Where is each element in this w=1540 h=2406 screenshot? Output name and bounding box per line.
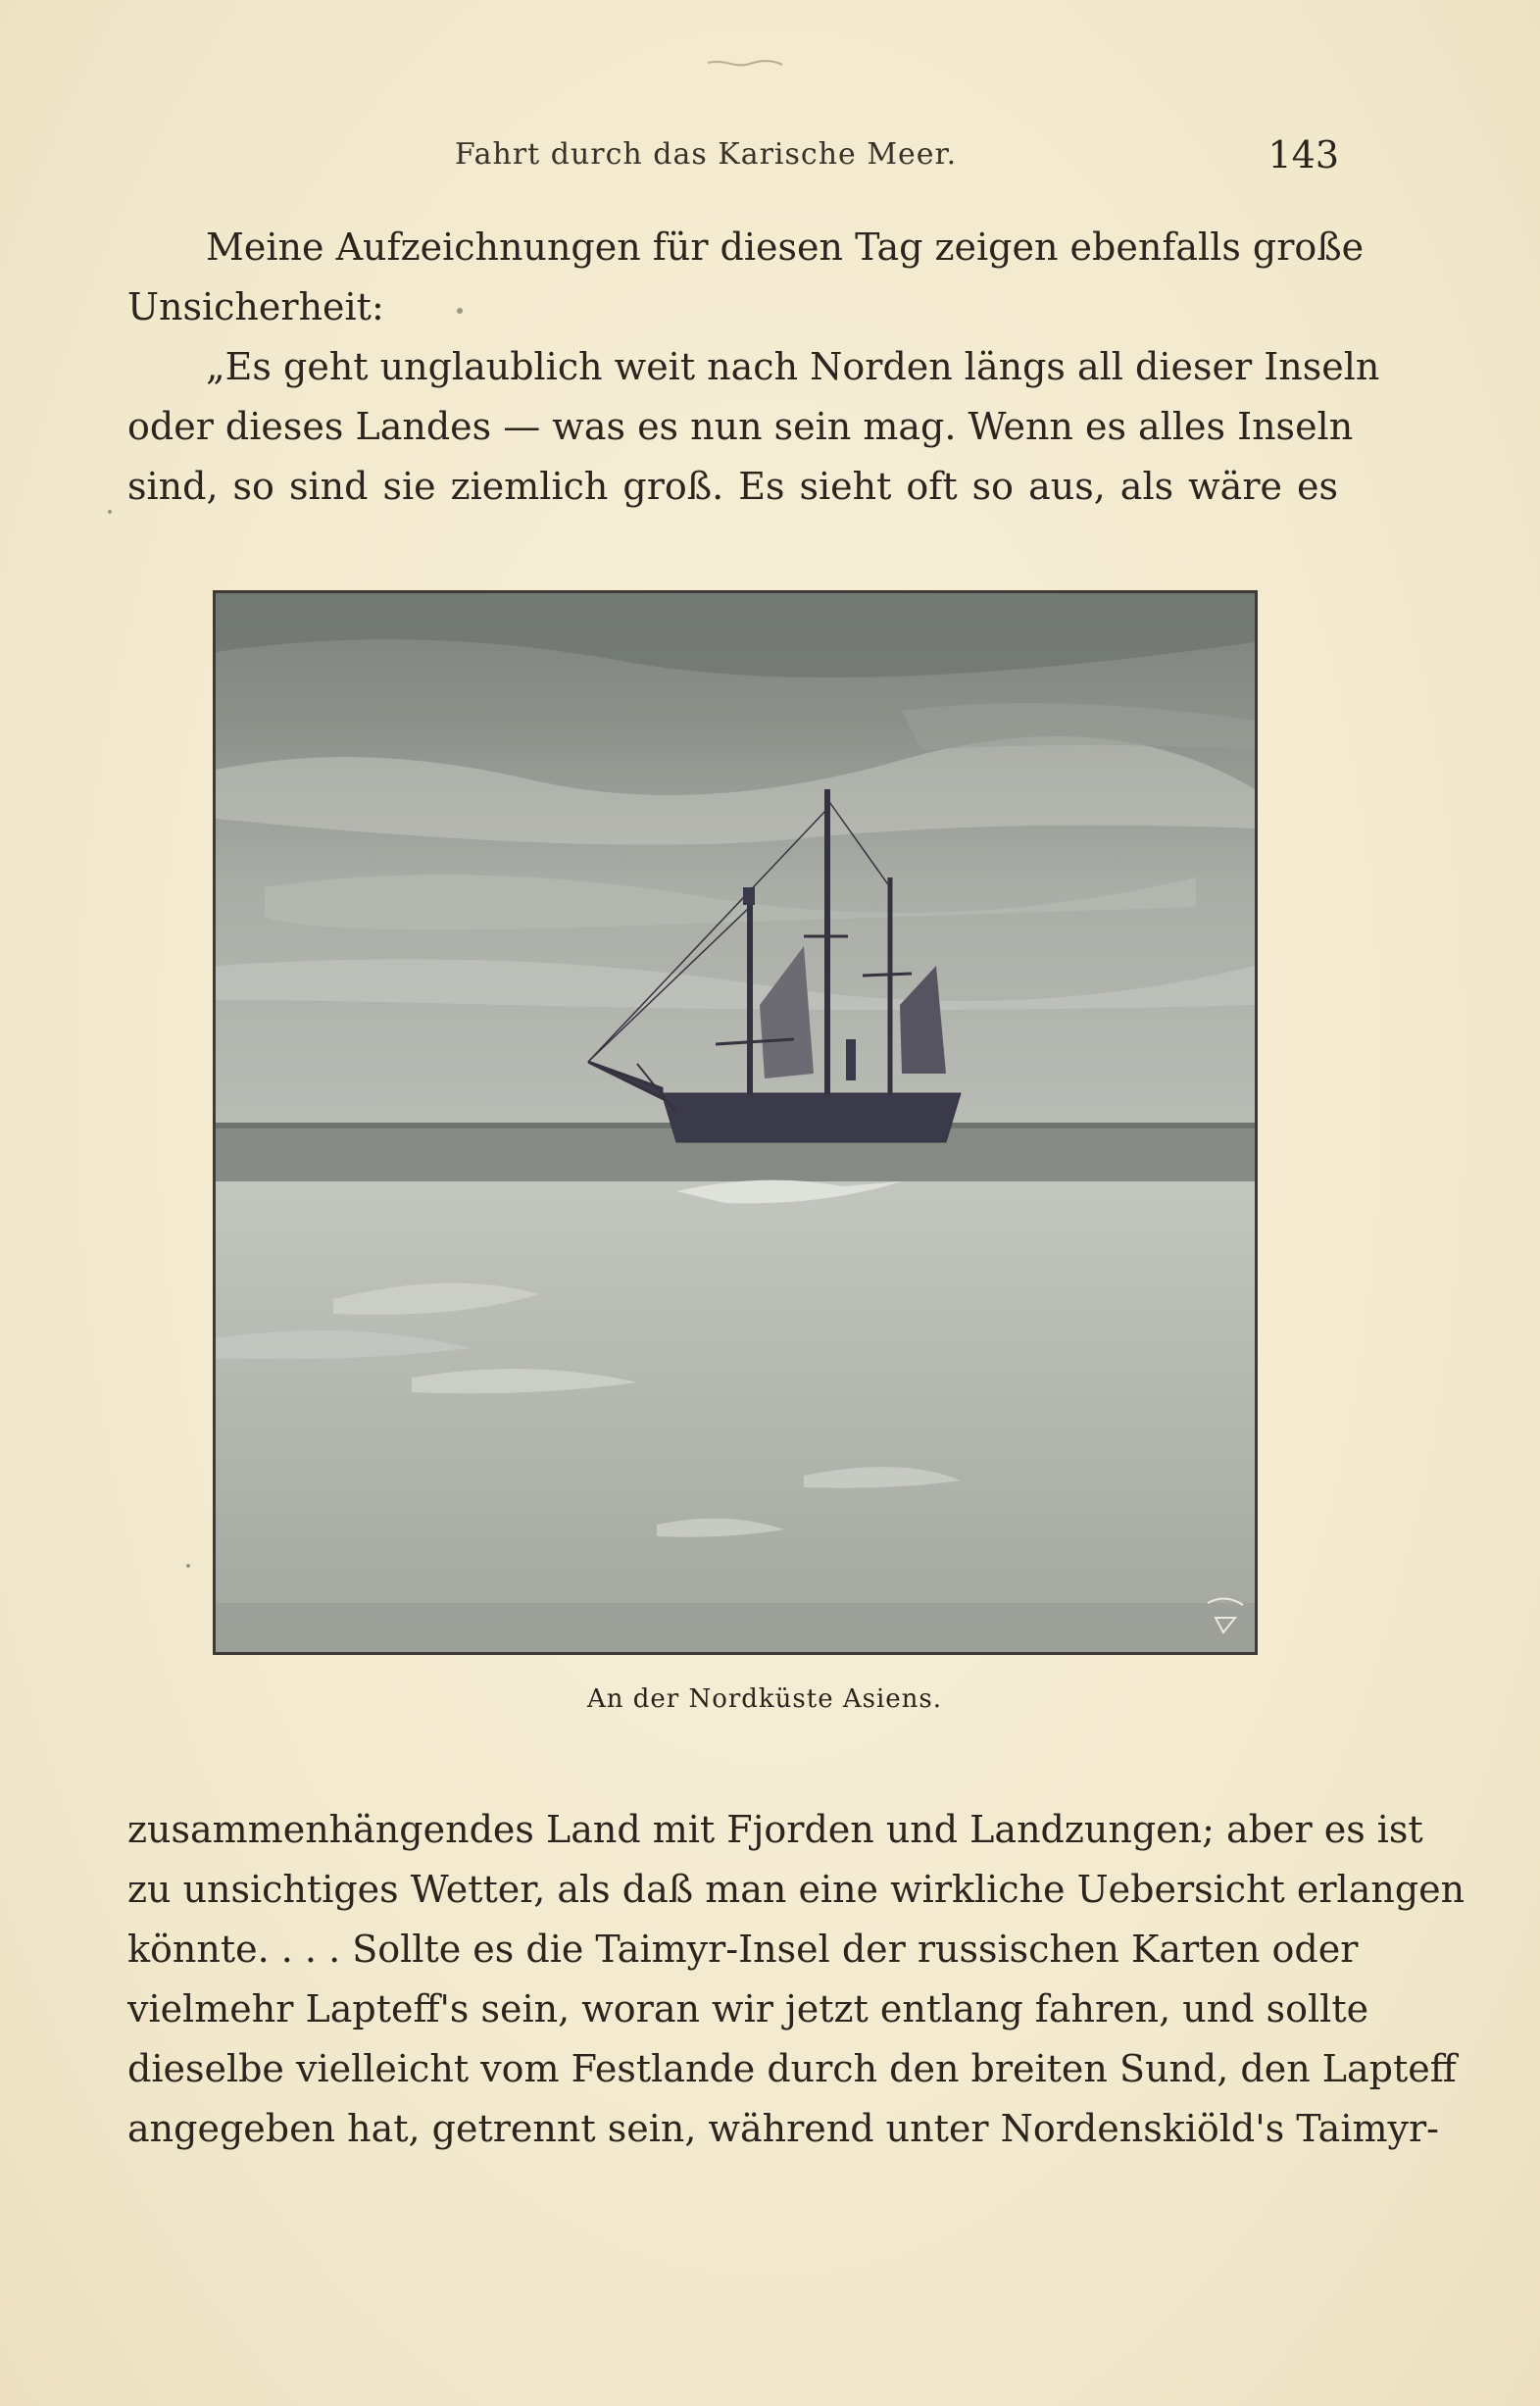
ink-flourish <box>706 57 784 71</box>
text-line: sind, so sind sie ziemlich groß. Es sieht oft so aus, als wäre es <box>127 465 1338 508</box>
top-text-block <box>127 218 1380 517</box>
ship-in-ice-illustration <box>216 593 1255 1652</box>
running-title: Fahrt durch das Karische Meer. <box>454 137 958 172</box>
text-line: „Es geht unglaublich weit nach Norden längs all dieser Inseln <box>206 345 1380 388</box>
text-line: zu unsichtiges Wetter, als daß man eine wirkliche Uebersicht erlangen <box>127 1868 1465 1911</box>
bottom-text-block <box>127 1800 1465 2159</box>
paragraph <box>127 337 1380 517</box>
text-line: oder dieses Landes — was es nun sein mag. Wenn es alles Inseln <box>127 405 1354 448</box>
paper-speck <box>186 1564 190 1568</box>
text-line: Unsicherheit: <box>127 285 384 328</box>
paragraph <box>127 1800 1465 2159</box>
text-line: angegeben hat, getrennt sein, während unter Nordenskiöld's Taimyr- <box>127 2107 1439 2150</box>
page-number: 143 <box>1267 133 1339 176</box>
figure-caption: An der Nordküste Asiens. <box>586 1684 943 1714</box>
text-line: dieselbe vielleicht vom Festlande durch den breiten Sund, den Lapteff <box>127 2047 1457 2090</box>
text-line: könnte. . . . Sollte es die Taimyr-Insel der russischen Karten oder <box>127 1928 1359 1971</box>
paper-speck <box>457 308 463 314</box>
paper-speck <box>108 510 112 514</box>
text-line: vielmehr Lapteff's sein, woran wir jetzt entlang fahren, und sollte <box>127 1987 1369 2030</box>
paragraph <box>127 218 1365 337</box>
text-line: zusammenhängendes Land mit Fjorden und Landzungen; aber es ist <box>127 1808 1423 1851</box>
text-line: Meine Aufzeichnungen für diesen Tag zeigen ebenfalls große <box>206 226 1365 269</box>
ship-photograph <box>213 590 1258 1655</box>
